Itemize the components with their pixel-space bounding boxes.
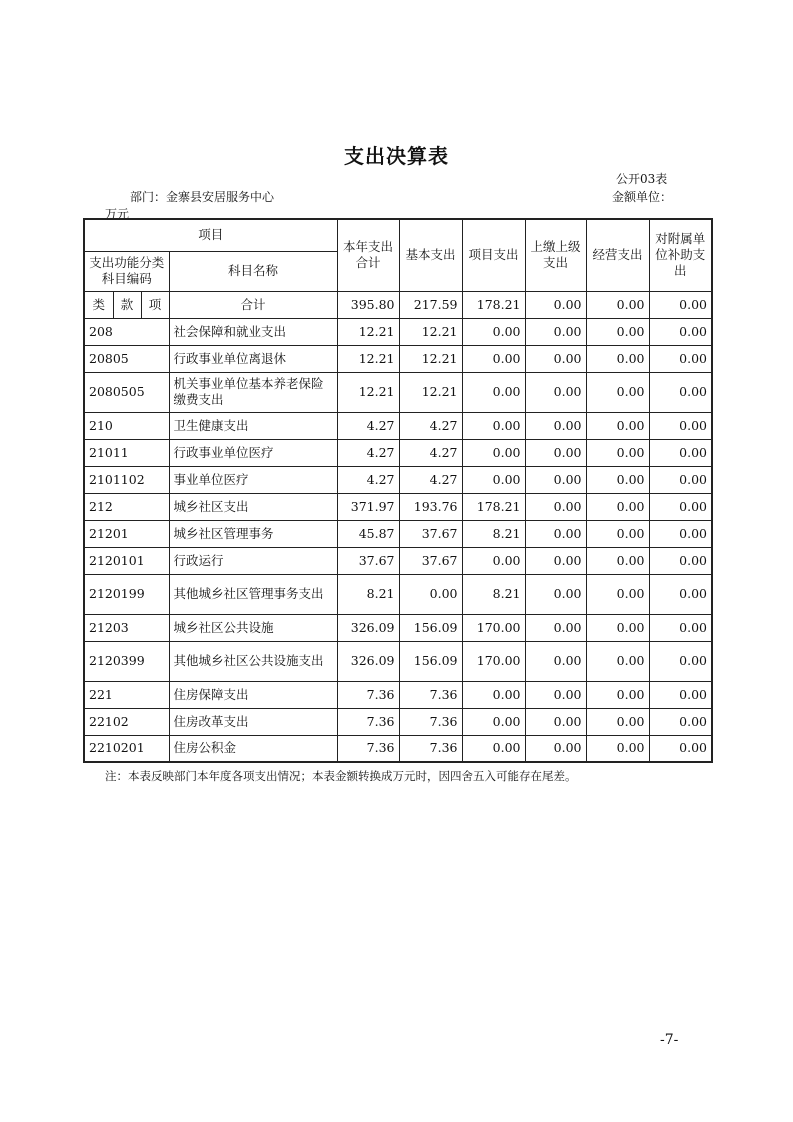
table-row — [84, 735, 712, 762]
row-project: 0.00 — [462, 439, 525, 466]
row-name: 其他城乡社区管理事务支出 — [169, 574, 337, 614]
row-project: 8.21 — [462, 574, 525, 614]
row-superior: 0.00 — [525, 493, 586, 520]
row-name: 行政事业单位医疗 — [169, 439, 337, 466]
row-code: 2101102 — [84, 466, 169, 493]
row-superior: 0.00 — [525, 439, 586, 466]
row-code: 20805 — [84, 345, 169, 372]
row-subsidiary: 0.00 — [649, 681, 712, 708]
row-total: 4.27 — [337, 466, 399, 493]
expenditure-table — [83, 218, 713, 763]
table-row — [84, 412, 712, 439]
row-project: 178.21 — [462, 493, 525, 520]
row-total: 326.09 — [337, 614, 399, 641]
page-number: -7- — [660, 1032, 679, 1048]
sum-project: 178.21 — [462, 291, 525, 318]
row-project: 0.00 — [462, 708, 525, 735]
row-superior: 0.00 — [525, 412, 586, 439]
header-total: 本年支出合计 — [337, 219, 399, 291]
row-code: 22102 — [84, 708, 169, 735]
row-superior: 0.00 — [525, 681, 586, 708]
row-superior: 0.00 — [525, 345, 586, 372]
row-name: 行政事业单位离退休 — [169, 345, 337, 372]
row-basic: 4.27 — [399, 439, 462, 466]
row-superior: 0.00 — [525, 641, 586, 681]
table-row — [84, 439, 712, 466]
table-row — [84, 345, 712, 372]
row-operating: 0.00 — [586, 412, 649, 439]
row-superior: 0.00 — [525, 614, 586, 641]
row-basic: 12.21 — [399, 345, 462, 372]
row-code: 212 — [84, 493, 169, 520]
row-subsidiary: 0.00 — [649, 547, 712, 574]
row-project: 0.00 — [462, 681, 525, 708]
row-operating: 0.00 — [586, 345, 649, 372]
row-subsidiary: 0.00 — [649, 439, 712, 466]
row-operating: 0.00 — [586, 466, 649, 493]
page-title: 支出决算表 — [344, 144, 449, 168]
row-operating: 0.00 — [586, 574, 649, 614]
row-name: 其他城乡社区公共设施支出 — [169, 641, 337, 681]
row-code: 2080505 — [84, 372, 169, 412]
row-project: 0.00 — [462, 318, 525, 345]
row-operating: 0.00 — [586, 735, 649, 762]
row-operating: 0.00 — [586, 493, 649, 520]
unit-value: 万元 — [105, 207, 130, 221]
row-basic: 0.00 — [399, 574, 462, 614]
unit-label: 金额单位： — [612, 190, 673, 204]
footnote: 注：本表反映部门本年度各项支出情况；本表金额转换成万元时，因四舍五入可能存在尾差。 — [105, 769, 577, 783]
row-name: 城乡社区管理事务 — [169, 520, 337, 547]
row-code: 21011 — [84, 439, 169, 466]
row-total: 371.97 — [337, 493, 399, 520]
sum-total: 395.80 — [337, 291, 399, 318]
row-basic: 37.67 — [399, 520, 462, 547]
row-code: 2120101 — [84, 547, 169, 574]
row-operating: 0.00 — [586, 614, 649, 641]
row-basic: 7.36 — [399, 708, 462, 735]
table-row — [84, 641, 712, 681]
row-total: 326.09 — [337, 641, 399, 681]
row-project: 0.00 — [462, 345, 525, 372]
row-name: 卫生健康支出 — [169, 412, 337, 439]
department-label: 部门：金寨县安居服务中心 — [130, 190, 275, 204]
row-code: 208 — [84, 318, 169, 345]
row-operating: 0.00 — [586, 520, 649, 547]
row-project: 0.00 — [462, 547, 525, 574]
row-superior: 0.00 — [525, 547, 586, 574]
row-code: 2120399 — [84, 641, 169, 681]
row-subsidiary: 0.00 — [649, 466, 712, 493]
table-row — [84, 372, 712, 412]
row-project: 0.00 — [462, 372, 525, 412]
row-code: 2120199 — [84, 574, 169, 614]
row-name: 社会保障和就业支出 — [169, 318, 337, 345]
row-subsidiary: 0.00 — [649, 493, 712, 520]
header-basic: 基本支出 — [399, 219, 462, 291]
row-subsidiary: 0.00 — [649, 574, 712, 614]
sum-basic: 217.59 — [399, 291, 462, 318]
row-project: 0.00 — [462, 412, 525, 439]
row-total: 7.36 — [337, 681, 399, 708]
row-operating: 0.00 — [586, 708, 649, 735]
row-total: 12.21 — [337, 372, 399, 412]
row-superior: 0.00 — [525, 574, 586, 614]
row-code: 21203 — [84, 614, 169, 641]
row-basic: 12.21 — [399, 318, 462, 345]
row-code: 221 — [84, 681, 169, 708]
row-superior: 0.00 — [525, 735, 586, 762]
row-name: 事业单位医疗 — [169, 466, 337, 493]
table-row — [84, 547, 712, 574]
table-row — [84, 318, 712, 345]
table-row — [84, 493, 712, 520]
header-kuan: 款 — [113, 291, 141, 318]
table-row — [84, 681, 712, 708]
row-project: 170.00 — [462, 614, 525, 641]
header-operating: 经营支出 — [586, 219, 649, 291]
row-operating: 0.00 — [586, 372, 649, 412]
row-name: 住房公积金 — [169, 735, 337, 762]
row-basic: 4.27 — [399, 412, 462, 439]
row-subsidiary: 0.00 — [649, 412, 712, 439]
row-basic: 12.21 — [399, 372, 462, 412]
row-basic: 156.09 — [399, 614, 462, 641]
row-name: 城乡社区公共设施 — [169, 614, 337, 641]
row-subsidiary: 0.00 — [649, 641, 712, 681]
row-project: 0.00 — [462, 466, 525, 493]
header-xiang: 项 — [141, 291, 169, 318]
sum-operating: 0.00 — [586, 291, 649, 318]
row-basic: 4.27 — [399, 466, 462, 493]
row-total: 45.87 — [337, 520, 399, 547]
row-project: 170.00 — [462, 641, 525, 681]
table-row — [84, 614, 712, 641]
row-total: 7.36 — [337, 735, 399, 762]
row-total: 7.36 — [337, 708, 399, 735]
row-superior: 0.00 — [525, 466, 586, 493]
row-operating: 0.00 — [586, 681, 649, 708]
row-total: 8.21 — [337, 574, 399, 614]
row-superior: 0.00 — [525, 318, 586, 345]
table-row — [84, 708, 712, 735]
row-subsidiary: 0.00 — [649, 520, 712, 547]
row-basic: 7.36 — [399, 735, 462, 762]
row-total: 12.21 — [337, 345, 399, 372]
row-subsidiary: 0.00 — [649, 372, 712, 412]
table-row — [84, 466, 712, 493]
row-name: 行政运行 — [169, 547, 337, 574]
row-superior: 0.00 — [525, 372, 586, 412]
header-lei: 类 — [84, 291, 113, 318]
sum-superior: 0.00 — [525, 291, 586, 318]
row-basic: 37.67 — [399, 547, 462, 574]
header-superior: 上缴上级支出 — [525, 219, 586, 291]
sum-subsidiary: 0.00 — [649, 291, 712, 318]
row-name: 住房改革支出 — [169, 708, 337, 735]
row-operating: 0.00 — [586, 641, 649, 681]
row-superior: 0.00 — [525, 520, 586, 547]
sum-label: 合计 — [169, 291, 337, 318]
row-code: 2210201 — [84, 735, 169, 762]
row-name: 城乡社区支出 — [169, 493, 337, 520]
header-project: 项目 — [84, 219, 337, 251]
row-superior: 0.00 — [525, 708, 586, 735]
row-project: 8.21 — [462, 520, 525, 547]
table-row — [84, 520, 712, 547]
header-func-code: 支出功能分类科目编码 — [84, 251, 169, 291]
row-total: 37.67 — [337, 547, 399, 574]
row-subsidiary: 0.00 — [649, 708, 712, 735]
header-subject-name: 科目名称 — [169, 251, 337, 291]
row-total: 12.21 — [337, 318, 399, 345]
row-name: 住房保障支出 — [169, 681, 337, 708]
row-subsidiary: 0.00 — [649, 318, 712, 345]
row-operating: 0.00 — [586, 547, 649, 574]
row-basic: 156.09 — [399, 641, 462, 681]
header-project-exp: 项目支出 — [462, 219, 525, 291]
row-subsidiary: 0.00 — [649, 735, 712, 762]
header-subsidiary: 对附属单位补助支出 — [649, 219, 712, 291]
row-name: 机关事业单位基本养老保险缴费支出 — [169, 372, 337, 412]
table-row — [84, 574, 712, 614]
row-operating: 0.00 — [586, 439, 649, 466]
row-total: 4.27 — [337, 439, 399, 466]
row-total: 4.27 — [337, 412, 399, 439]
form-code: 公开03表 — [616, 172, 668, 186]
row-basic: 193.76 — [399, 493, 462, 520]
row-operating: 0.00 — [586, 318, 649, 345]
row-subsidiary: 0.00 — [649, 614, 712, 641]
row-basic: 7.36 — [399, 681, 462, 708]
row-code: 210 — [84, 412, 169, 439]
row-subsidiary: 0.00 — [649, 345, 712, 372]
row-code: 21201 — [84, 520, 169, 547]
row-project: 0.00 — [462, 735, 525, 762]
